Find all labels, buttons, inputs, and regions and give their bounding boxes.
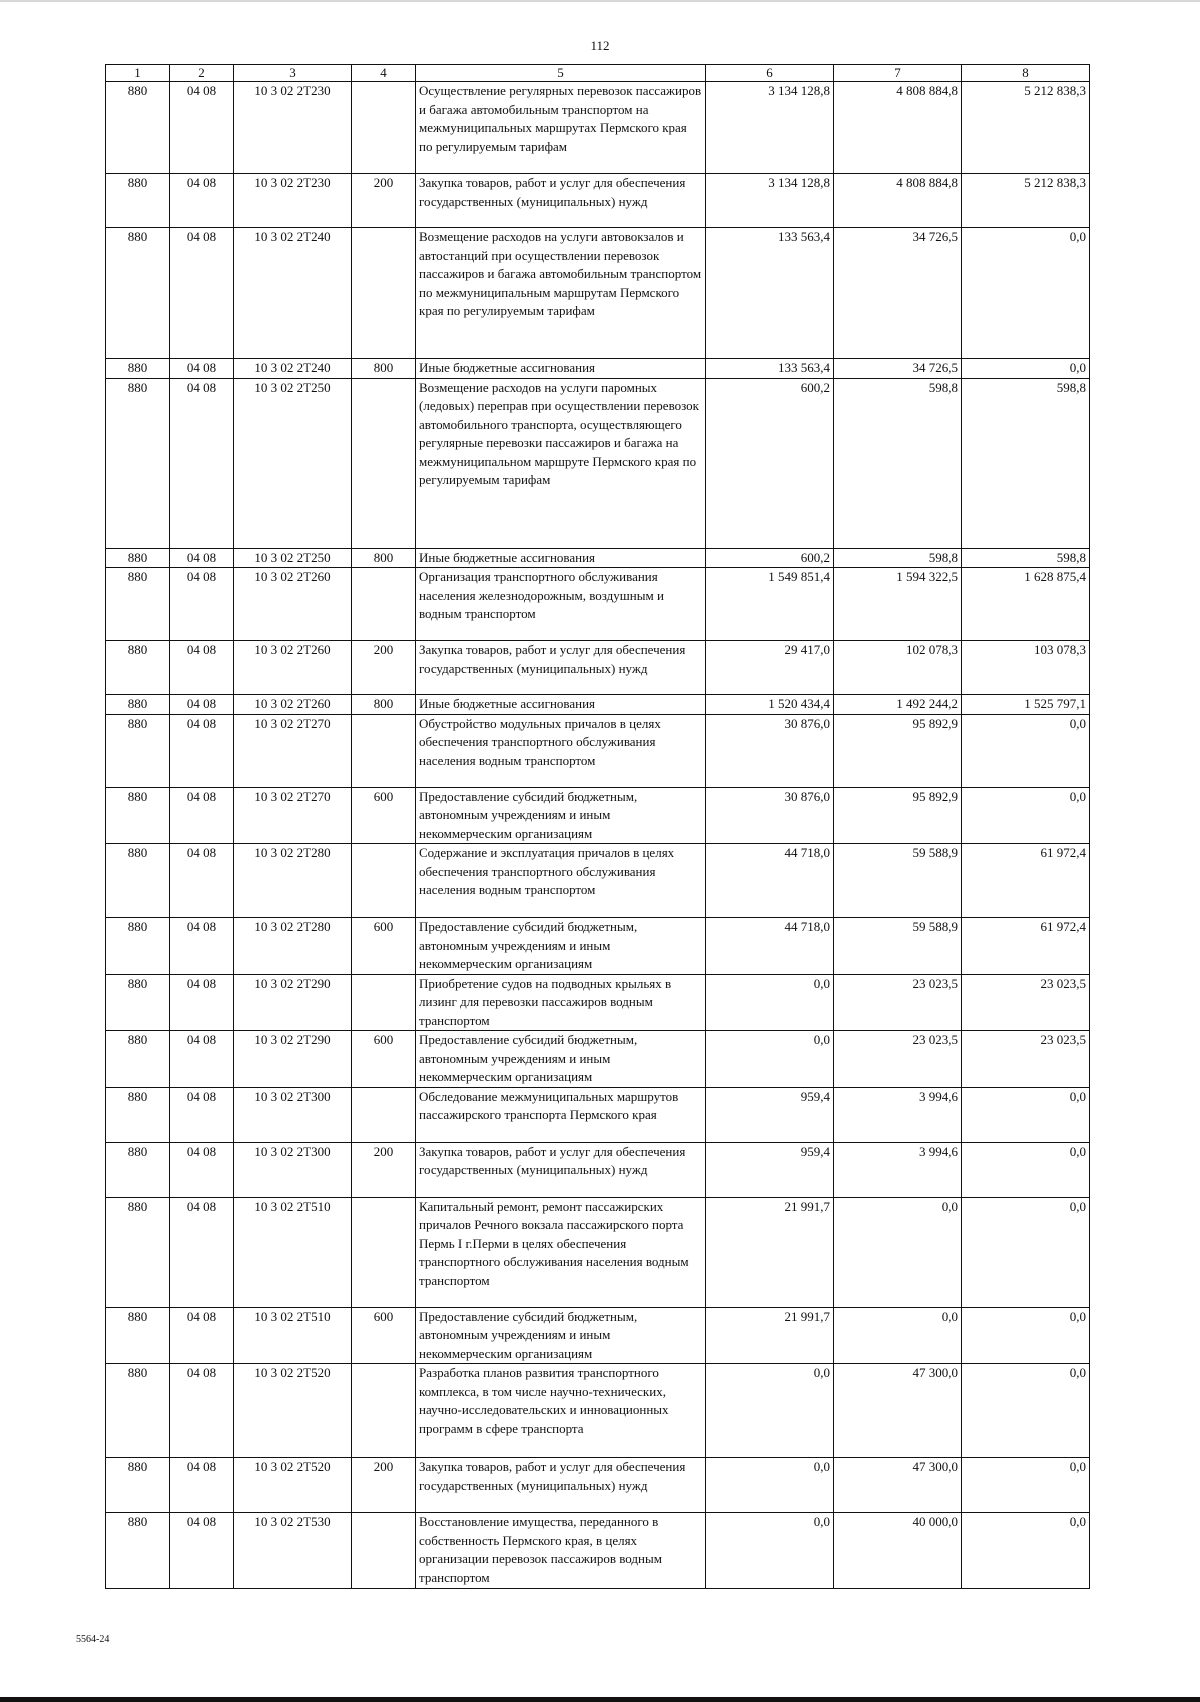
table-row xyxy=(106,174,1090,228)
cell-amount-year3: 0,0 xyxy=(962,1458,1090,1513)
cell-amount-year1: 1 520 434,4 xyxy=(706,695,834,715)
column-header: 5 xyxy=(416,65,706,82)
cell-target-code: 10 3 02 2T280 xyxy=(234,844,352,918)
cell-section-code: 04 08 xyxy=(170,974,234,1031)
cell-amount-year3: 23 023,5 xyxy=(962,974,1090,1031)
cell-item-name: Обустройство модульных причалов в целях обеспечения транспортного обслуживания населения водным транспортом xyxy=(416,714,706,787)
cell-amount-year3: 0,0 xyxy=(962,1513,1090,1589)
cell-expense-kind xyxy=(352,228,416,359)
cell-target-code: 10 3 02 2T250 xyxy=(234,378,352,548)
cell-target-code: 10 3 02 2T300 xyxy=(234,1142,352,1197)
cell-admin-code: 880 xyxy=(106,1513,170,1589)
cell-amount-year2: 0,0 xyxy=(834,1197,962,1307)
cell-target-code: 10 3 02 2T290 xyxy=(234,974,352,1031)
cell-amount-year3: 61 972,4 xyxy=(962,844,1090,918)
cell-admin-code: 880 xyxy=(106,82,170,174)
cell-amount-year3: 598,8 xyxy=(962,548,1090,568)
cell-amount-year3: 0,0 xyxy=(962,359,1090,379)
column-header: 1 xyxy=(106,65,170,82)
column-header: 7 xyxy=(834,65,962,82)
cell-expense-kind: 600 xyxy=(352,918,416,975)
cell-amount-year2: 59 588,9 xyxy=(834,844,962,918)
cell-admin-code: 880 xyxy=(106,918,170,975)
cell-section-code: 04 08 xyxy=(170,82,234,174)
cell-section-code: 04 08 xyxy=(170,844,234,918)
cell-item-name: Разработка планов развития транспортного комплекса, в том числе научно-технических, научно-исследовательских и инновационных программ в сфере транспорта xyxy=(416,1364,706,1458)
cell-expense-kind: 600 xyxy=(352,1031,416,1088)
cell-item-name: Восстановление имущества, переданного в собственность Пермского края, в целях организации перевозок пассажиров водным транспортом xyxy=(416,1513,706,1589)
cell-expense-kind xyxy=(352,568,416,641)
cell-expense-kind xyxy=(352,378,416,548)
cell-amount-year1: 959,4 xyxy=(706,1142,834,1197)
cell-item-name: Возмещение расходов на услуги паромных (ледовых) переправ при осуществлении перевозок автомобильного транспорта, осуществляющего регулярные перевозки пассажиров и багажа на межмуниципальном маршруте Пермского края по регулируемым тарифам xyxy=(416,378,706,548)
cell-section-code: 04 08 xyxy=(170,548,234,568)
cell-amount-year1: 600,2 xyxy=(706,548,834,568)
cell-expense-kind: 600 xyxy=(352,1307,416,1364)
cell-amount-year3: 0,0 xyxy=(962,228,1090,359)
cell-amount-year2: 47 300,0 xyxy=(834,1458,962,1513)
cell-amount-year3: 23 023,5 xyxy=(962,1031,1090,1088)
cell-target-code: 10 3 02 2T510 xyxy=(234,1197,352,1307)
cell-section-code: 04 08 xyxy=(170,1031,234,1088)
cell-target-code: 10 3 02 2T520 xyxy=(234,1364,352,1458)
cell-section-code: 04 08 xyxy=(170,1142,234,1197)
cell-amount-year2: 598,8 xyxy=(834,378,962,548)
cell-amount-year3: 1 628 875,4 xyxy=(962,568,1090,641)
cell-amount-year3: 61 972,4 xyxy=(962,918,1090,975)
cell-admin-code: 880 xyxy=(106,228,170,359)
cell-target-code: 10 3 02 2T280 xyxy=(234,918,352,975)
cell-admin-code: 880 xyxy=(106,974,170,1031)
cell-amount-year2: 1 594 322,5 xyxy=(834,568,962,641)
cell-section-code: 04 08 xyxy=(170,174,234,228)
cell-item-name: Закупка товаров, работ и услуг для обеспечения государственных (муниципальных) нужд xyxy=(416,641,706,695)
cell-amount-year1: 44 718,0 xyxy=(706,844,834,918)
cell-section-code: 04 08 xyxy=(170,787,234,844)
cell-target-code: 10 3 02 2T230 xyxy=(234,82,352,174)
cell-item-name: Закупка товаров, работ и услуг для обеспечения государственных (муниципальных) нужд xyxy=(416,1142,706,1197)
cell-amount-year1: 0,0 xyxy=(706,1513,834,1589)
column-header: 4 xyxy=(352,65,416,82)
cell-amount-year2: 4 808 884,8 xyxy=(834,82,962,174)
cell-amount-year2: 23 023,5 xyxy=(834,1031,962,1088)
cell-amount-year2: 34 726,5 xyxy=(834,228,962,359)
page-number: 112 xyxy=(590,38,610,53)
cell-amount-year1: 21 991,7 xyxy=(706,1307,834,1364)
cell-amount-year1: 29 417,0 xyxy=(706,641,834,695)
cell-target-code: 10 3 02 2T520 xyxy=(234,1458,352,1513)
table-row xyxy=(106,82,1090,174)
cell-expense-kind xyxy=(352,1087,416,1142)
cell-amount-year2: 95 892,9 xyxy=(834,714,962,787)
column-header: 8 xyxy=(962,65,1090,82)
column-header: 3 xyxy=(234,65,352,82)
cell-expense-kind xyxy=(352,714,416,787)
cell-item-name: Содержание и эксплуатация причалов в целях обеспечения транспортного обслуживания населения водным транспортом xyxy=(416,844,706,918)
cell-amount-year2: 4 808 884,8 xyxy=(834,174,962,228)
cell-amount-year2: 3 994,6 xyxy=(834,1142,962,1197)
cell-amount-year2: 47 300,0 xyxy=(834,1364,962,1458)
cell-amount-year2: 40 000,0 xyxy=(834,1513,962,1589)
cell-expense-kind: 800 xyxy=(352,695,416,715)
table-row xyxy=(106,1307,1090,1364)
cell-expense-kind: 200 xyxy=(352,174,416,228)
cell-amount-year3: 0,0 xyxy=(962,787,1090,844)
cell-amount-year3: 5 212 838,3 xyxy=(962,82,1090,174)
cell-amount-year3: 0,0 xyxy=(962,714,1090,787)
cell-admin-code: 880 xyxy=(106,787,170,844)
cell-item-name: Капитальный ремонт, ремонт пассажирских причалов Речного вокзала пассажирского порта Пермь I г.Перми в целях обеспечения транспортного обслуживания населения водным транспортом xyxy=(416,1197,706,1307)
cell-section-code: 04 08 xyxy=(170,568,234,641)
scan-bottom-edge xyxy=(0,1697,1200,1702)
cell-target-code: 10 3 02 2T240 xyxy=(234,228,352,359)
cell-section-code: 04 08 xyxy=(170,641,234,695)
cell-admin-code: 880 xyxy=(106,1307,170,1364)
cell-amount-year2: 598,8 xyxy=(834,548,962,568)
cell-item-name: Приобретение судов на подводных крыльях в лизинг для перевозки пассажиров водным транспортом xyxy=(416,974,706,1031)
cell-amount-year1: 30 876,0 xyxy=(706,787,834,844)
cell-amount-year3: 103 078,3 xyxy=(962,641,1090,695)
table-row xyxy=(106,1364,1090,1458)
cell-section-code: 04 08 xyxy=(170,1513,234,1589)
cell-amount-year3: 0,0 xyxy=(962,1142,1090,1197)
cell-section-code: 04 08 xyxy=(170,1197,234,1307)
table-row xyxy=(106,1197,1090,1307)
cell-amount-year2: 3 994,6 xyxy=(834,1087,962,1142)
budget-table xyxy=(105,64,1090,1589)
column-number-row xyxy=(106,65,1090,82)
cell-amount-year3: 0,0 xyxy=(962,1307,1090,1364)
table-row xyxy=(106,844,1090,918)
cell-amount-year1: 0,0 xyxy=(706,1031,834,1088)
cell-section-code: 04 08 xyxy=(170,918,234,975)
cell-admin-code: 880 xyxy=(106,844,170,918)
cell-section-code: 04 08 xyxy=(170,695,234,715)
cell-target-code: 10 3 02 2T240 xyxy=(234,359,352,379)
table-row xyxy=(106,548,1090,568)
cell-admin-code: 880 xyxy=(106,359,170,379)
cell-target-code: 10 3 02 2T530 xyxy=(234,1513,352,1589)
cell-expense-kind: 200 xyxy=(352,1142,416,1197)
cell-expense-kind xyxy=(352,82,416,174)
cell-target-code: 10 3 02 2T510 xyxy=(234,1307,352,1364)
cell-amount-year2: 59 588,9 xyxy=(834,918,962,975)
cell-admin-code: 880 xyxy=(106,1197,170,1307)
cell-expense-kind: 800 xyxy=(352,359,416,379)
cell-section-code: 04 08 xyxy=(170,378,234,548)
table-row xyxy=(106,568,1090,641)
cell-target-code: 10 3 02 2T260 xyxy=(234,568,352,641)
cell-target-code: 10 3 02 2T250 xyxy=(234,548,352,568)
table-row xyxy=(106,918,1090,975)
cell-expense-kind: 200 xyxy=(352,1458,416,1513)
cell-expense-kind: 200 xyxy=(352,641,416,695)
cell-amount-year3: 0,0 xyxy=(962,1197,1090,1307)
cell-target-code: 10 3 02 2T230 xyxy=(234,174,352,228)
cell-expense-kind: 800 xyxy=(352,548,416,568)
cell-expense-kind xyxy=(352,844,416,918)
cell-admin-code: 880 xyxy=(106,378,170,548)
cell-amount-year1: 600,2 xyxy=(706,378,834,548)
column-header: 6 xyxy=(706,65,834,82)
cell-target-code: 10 3 02 2T260 xyxy=(234,641,352,695)
cell-target-code: 10 3 02 2T290 xyxy=(234,1031,352,1088)
cell-amount-year3: 0,0 xyxy=(962,1087,1090,1142)
table-row xyxy=(106,228,1090,359)
cell-amount-year1: 133 563,4 xyxy=(706,228,834,359)
cell-target-code: 10 3 02 2T270 xyxy=(234,714,352,787)
table-row xyxy=(106,641,1090,695)
cell-admin-code: 880 xyxy=(106,1087,170,1142)
cell-amount-year1: 959,4 xyxy=(706,1087,834,1142)
cell-section-code: 04 08 xyxy=(170,1307,234,1364)
cell-item-name: Возмещение расходов на услуги автовокзалов и автостанций при осуществлении перевозок пассажиров и багажа автомобильным транспортом по межмуниципальным маршрутам Пермского края по регулируемым тарифам xyxy=(416,228,706,359)
cell-admin-code: 880 xyxy=(106,1458,170,1513)
cell-item-name: Предоставление субсидий бюджетным, автономным учреждениям и иным некоммерческим организациям xyxy=(416,918,706,975)
cell-amount-year1: 44 718,0 xyxy=(706,918,834,975)
cell-amount-year3: 5 212 838,3 xyxy=(962,174,1090,228)
table-row xyxy=(106,1142,1090,1197)
cell-item-name: Иные бюджетные ассигнования xyxy=(416,359,706,379)
cell-admin-code: 880 xyxy=(106,1031,170,1088)
cell-expense-kind xyxy=(352,1513,416,1589)
cell-admin-code: 880 xyxy=(106,1364,170,1458)
cell-admin-code: 880 xyxy=(106,695,170,715)
cell-section-code: 04 08 xyxy=(170,1364,234,1458)
cell-amount-year1: 30 876,0 xyxy=(706,714,834,787)
cell-item-name: Предоставление субсидий бюджетным, автономным учреждениям и иным некоммерческим организациям xyxy=(416,1307,706,1364)
table-row xyxy=(106,974,1090,1031)
page-code: 5564-24 xyxy=(76,1634,110,1645)
table-row xyxy=(106,787,1090,844)
cell-item-name: Обследование межмуниципальных маршрутов пассажирского транспорта Пермского края xyxy=(416,1087,706,1142)
cell-item-name: Осуществление регулярных перевозок пассажиров и багажа автомобильным транспортом на межмуниципальных маршрутах Пермского края по регулируемым тарифам xyxy=(416,82,706,174)
cell-amount-year3: 1 525 797,1 xyxy=(962,695,1090,715)
table-row xyxy=(106,714,1090,787)
cell-item-name: Предоставление субсидий бюджетным, автономным учреждениям и иным некоммерческим организациям xyxy=(416,787,706,844)
cell-amount-year2: 1 492 244,2 xyxy=(834,695,962,715)
cell-target-code: 10 3 02 2T260 xyxy=(234,695,352,715)
table-row xyxy=(106,1513,1090,1589)
column-header: 2 xyxy=(170,65,234,82)
table-body xyxy=(106,82,1090,1589)
cell-amount-year1: 0,0 xyxy=(706,1458,834,1513)
table-row xyxy=(106,1458,1090,1513)
cell-item-name: Организация транспортного обслуживания населения железнодорожным, воздушным и водным транспортом xyxy=(416,568,706,641)
cell-amount-year1: 0,0 xyxy=(706,1364,834,1458)
cell-section-code: 04 08 xyxy=(170,1458,234,1513)
cell-item-name: Иные бюджетные ассигнования xyxy=(416,548,706,568)
cell-admin-code: 880 xyxy=(106,568,170,641)
table-row xyxy=(106,378,1090,548)
cell-section-code: 04 08 xyxy=(170,1087,234,1142)
cell-section-code: 04 08 xyxy=(170,228,234,359)
cell-amount-year2: 34 726,5 xyxy=(834,359,962,379)
cell-admin-code: 880 xyxy=(106,174,170,228)
cell-target-code: 10 3 02 2T300 xyxy=(234,1087,352,1142)
table-row xyxy=(106,1087,1090,1142)
cell-amount-year2: 0,0 xyxy=(834,1307,962,1364)
table-row xyxy=(106,1031,1090,1088)
table-row xyxy=(106,695,1090,715)
cell-section-code: 04 08 xyxy=(170,714,234,787)
cell-admin-code: 880 xyxy=(106,548,170,568)
cell-expense-kind xyxy=(352,1364,416,1458)
cell-amount-year2: 23 023,5 xyxy=(834,974,962,1031)
cell-amount-year2: 95 892,9 xyxy=(834,787,962,844)
cell-amount-year1: 133 563,4 xyxy=(706,359,834,379)
cell-item-name: Иные бюджетные ассигнования xyxy=(416,695,706,715)
cell-item-name: Предоставление субсидий бюджетным, автономным учреждениям и иным некоммерческим организациям xyxy=(416,1031,706,1088)
cell-expense-kind xyxy=(352,1197,416,1307)
cell-amount-year3: 0,0 xyxy=(962,1364,1090,1458)
cell-admin-code: 880 xyxy=(106,641,170,695)
cell-item-name: Закупка товаров, работ и услуг для обеспечения государственных (муниципальных) нужд xyxy=(416,1458,706,1513)
cell-expense-kind xyxy=(352,974,416,1031)
table-row xyxy=(106,359,1090,379)
cell-admin-code: 880 xyxy=(106,1142,170,1197)
cell-amount-year1: 0,0 xyxy=(706,974,834,1031)
cell-amount-year1: 1 549 851,4 xyxy=(706,568,834,641)
cell-amount-year2: 102 078,3 xyxy=(834,641,962,695)
cell-amount-year1: 21 991,7 xyxy=(706,1197,834,1307)
scan-top-edge xyxy=(0,0,1200,2)
cell-amount-year1: 3 134 128,8 xyxy=(706,174,834,228)
cell-item-name: Закупка товаров, работ и услуг для обеспечения государственных (муниципальных) нужд xyxy=(416,174,706,228)
cell-expense-kind: 600 xyxy=(352,787,416,844)
cell-target-code: 10 3 02 2T270 xyxy=(234,787,352,844)
cell-section-code: 04 08 xyxy=(170,359,234,379)
cell-amount-year1: 3 134 128,8 xyxy=(706,82,834,174)
cell-admin-code: 880 xyxy=(106,714,170,787)
cell-amount-year3: 598,8 xyxy=(962,378,1090,548)
